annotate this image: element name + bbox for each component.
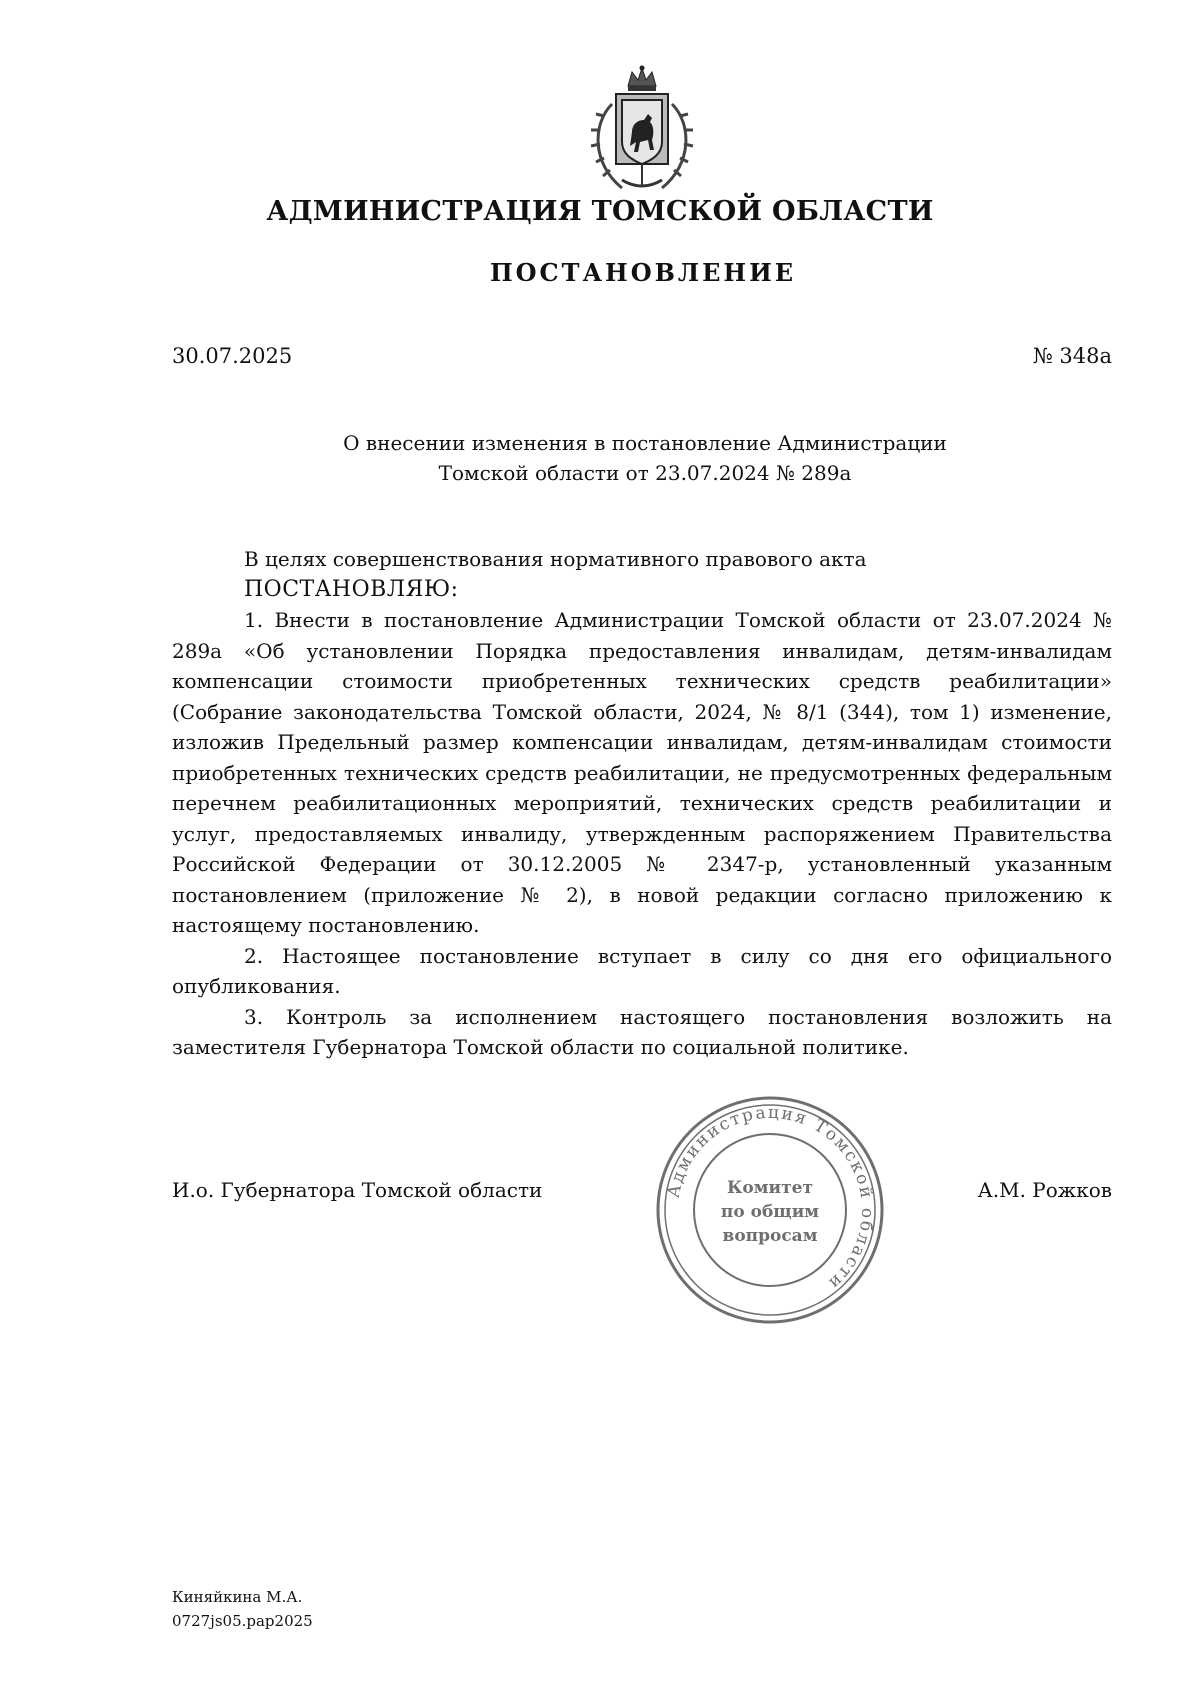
body-item-3: 3. Контроль за исполнением настоящего постановления возложить на заместителя Губернатора Томской области по социальной политике. xyxy=(172,1004,1112,1059)
file-code: 0727js05.рар2025 xyxy=(172,1612,313,1630)
body-item-2: 2. Настоящее постановление вступает в силу со дня его официального опубликования. xyxy=(172,943,1112,998)
document-date: 30.07.2025 xyxy=(172,344,293,368)
stamp-ring-text: Администрация Томской области xyxy=(663,1102,878,1295)
decree-word: ПОСТАНОВЛЯЮ: xyxy=(244,576,459,602)
executor-name: Киняйкина М.А. xyxy=(172,1588,303,1606)
organization-title: АДМИНИСТРАЦИЯ ТОМСКОЙ ОБЛАСТИ xyxy=(266,196,934,227)
document-subject xyxy=(300,428,990,488)
footer-block xyxy=(172,1585,313,1633)
stamp-center-line-1: Комитет xyxy=(726,1178,814,1198)
subject-line-2: Томской области от 23.07.2024 № 289а xyxy=(438,461,852,485)
document-number: № 348а xyxy=(1032,344,1112,368)
document-type-heading: ПОСТАНОВЛЕНИЕ xyxy=(489,258,797,287)
preamble-text: В целях совершенствования нормативного правового акта xyxy=(244,547,867,571)
stamp-center-line-2: по общим xyxy=(720,1202,820,1222)
subject-line-1: О внесении изменения в постановление Администрации xyxy=(343,431,947,455)
signatory-name: А.М. Рожков xyxy=(977,1178,1112,1202)
stamp-center-line-3: вопросам xyxy=(722,1226,818,1246)
official-stamp xyxy=(650,1090,890,1330)
body-item-1: 1. Внести в постановление Администрации Томской области от 23.07.2024 № 289а «Об установлении Порядка предоставления инвалидам, детям-инвалидам компенсации стоимости приобретенных технических средств реабилитации» (Собрание законодательства Томской области, 2024, № 8/1 (344), том 1) изменение, изложив Предельный размер компенсации инвалидам, детям-инвалидам стоимости приобретенных технических средств реабилитации, не предусмотренных федеральным перечнем реабилитационных мероприятий, технических средств реабилитации и услуг, предоставляемых инвалиду, утвержденным распоряжением Правительства Российской Федерации от 30.12.2005 № 2347-р, установленный указанным постановлением (приложение № 2), в новой редакции согласно приложению к настоящему постановлению. xyxy=(172,608,1112,937)
coat-of-arms-emblem xyxy=(582,64,702,196)
signatory-position: И.о. Губернатора Томской области xyxy=(172,1178,543,1202)
document-body xyxy=(172,544,1112,1063)
